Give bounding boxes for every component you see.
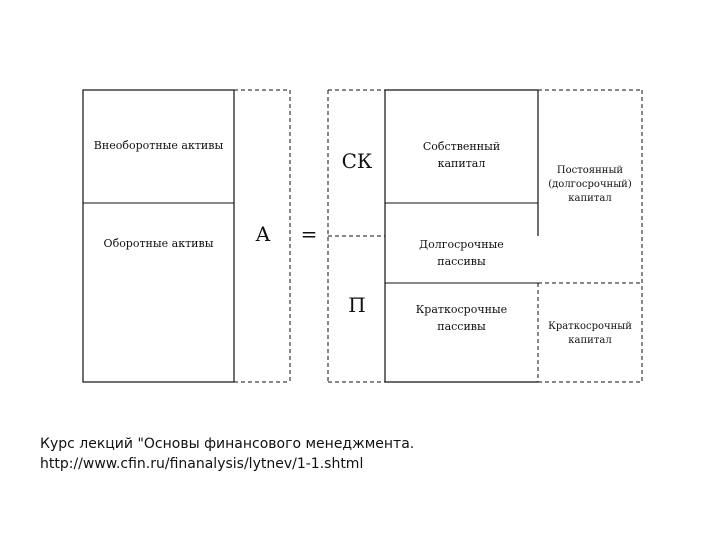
short-term-capital-label: Краткосрочный капитал: [548, 321, 632, 346]
equity-capital-label: Собственный капитал: [422, 140, 501, 170]
equals-symbol: =: [300, 222, 318, 246]
caption-line-1: Курс лекций "Основы финансового менеджмента.: [40, 436, 415, 452]
current-assets-label: Оборотные активы: [103, 237, 214, 250]
long-term-liabilities-label: Долгосрочные пассивы: [419, 238, 504, 268]
non-current-assets-label: Внеоборотные активы: [93, 139, 224, 152]
caption-line-2: http://www.cfin.ru/finanalysis/lytnev/1-1.shtml: [40, 456, 364, 472]
assets-symbol: А: [255, 222, 271, 246]
permanent-capital-label: Постоянный (долгосрочный) капитал: [548, 165, 632, 204]
short-term-liabilities-label: Краткосрочные пассивы: [415, 303, 508, 333]
source-caption: [40, 434, 414, 474]
equity-symbol: СК: [341, 149, 373, 173]
liabilities-symbol: П: [348, 293, 366, 317]
